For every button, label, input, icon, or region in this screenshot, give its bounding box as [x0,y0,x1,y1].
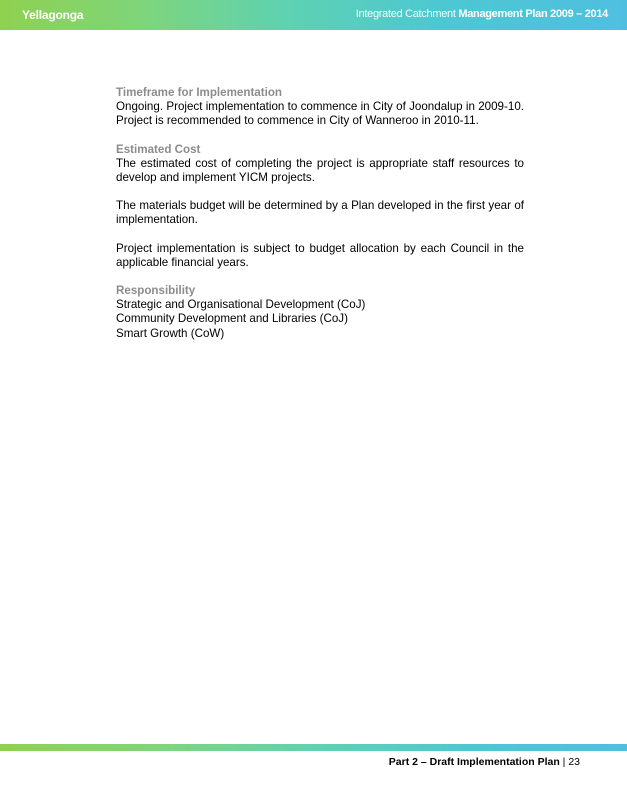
header-title-main: Management Plan 2009 – 2014 [458,8,608,20]
responsibility-item: Smart Growth (CoW) [116,326,225,340]
footer-page-number: 23 [568,756,580,768]
footer-separator: | [559,756,569,768]
cost-paragraph-materials: The materials budget will be determined by a Plan developed in the first year of implementation. [116,199,524,227]
footer-bar [0,744,627,751]
footer-part-title: Part 2 – Draft Implementation Plan [388,756,560,768]
responsibility-item: Strategic and Organisational Development (CoJ) [116,298,366,312]
cost-paragraph-staff: The estimated cost of completing the project is appropriate staff resources to develop and implement YICM projects. [116,156,524,185]
responsibility-heading: Responsibility [116,284,196,298]
header-bar [0,0,627,30]
page-content [116,86,524,355]
footer-page-label [389,756,580,768]
cost-heading: Estimated Cost [116,142,201,156]
header-organisation: Yellagonga [22,8,84,22]
cost-section [116,143,524,270]
timeframe-paragraph: Ongoing. Project implementation to commence in City of Joondalup in 2009-10. Project is recommended to commence in City of Wanneroo in 2010-11. [116,100,524,128]
responsibility-item: Community Development and Libraries (CoJ) [116,312,348,326]
header-document-title [356,8,608,20]
timeframe-section [116,86,524,129]
header-title-prefix: Integrated Catchment [355,8,459,20]
timeframe-heading: Timeframe for Implementation [116,86,282,99]
responsibility-section [116,284,524,341]
cost-paragraph-budget: Project implementation is subject to budget allocation by each Council in the applicable financial years. [116,241,524,269]
